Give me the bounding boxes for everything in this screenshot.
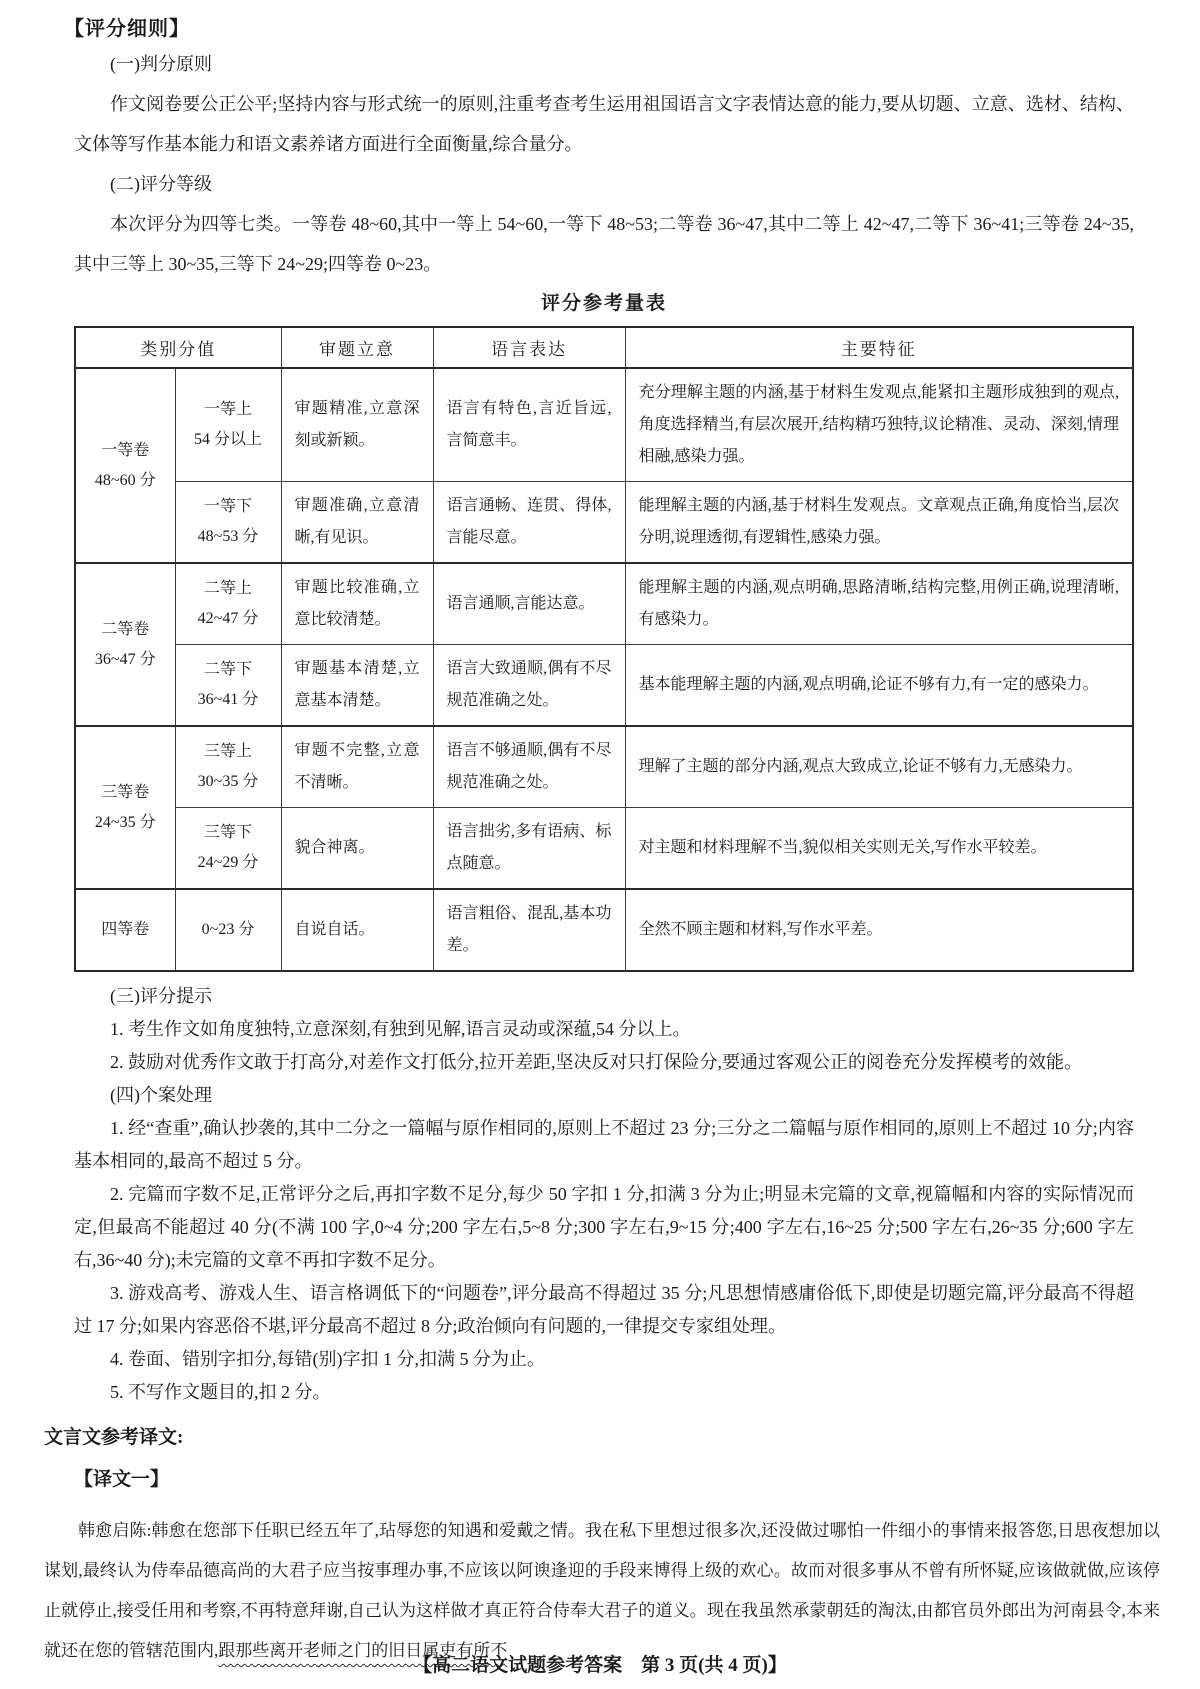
translation-body: 韩愈启陈:韩愈在您部下任职已经五年了,玷辱您的知遇和爱戴之情。我在私下里想过很多次,还没做过哪怕一件细小的事情来报答您,日思夜想加以谋划,最终认为侍奉品德高尚的大君子应当按事理办事,不应该以阿谀逢迎的手段来博得上级的欢心。故而对很多事从不曾有所怀疑,应该做就做,应该停止就停止,接受任用和考察,不再特意拜谢,自己认为这样做才真正符合侍奉大君子的道义。现在我虽然承蒙朝廷的淘汰,由都官员外郎出为河南县令,本来就还在您的管辖范围内, — [44, 1521, 1160, 1660]
subgrade-range: 24~29 分 — [197, 854, 259, 871]
subgrade-cell — [175, 563, 281, 645]
translation-heading: 文言文参考译文: — [44, 1427, 184, 1448]
translation-paragraph — [44, 1511, 1160, 1671]
table-header-row — [75, 327, 1133, 368]
subgrade-name: 一等下 — [203, 498, 252, 515]
group-range: 24~35 分 — [94, 813, 156, 831]
translation-section — [0, 1409, 1200, 1671]
shenti-cell: 自说自话。 — [281, 889, 433, 971]
col-header-tezheng: 主要特征 — [625, 327, 1133, 368]
rubric-title: 【评分细则】 — [64, 18, 190, 40]
tezheng-cell: 能理解主题的内涵,观点明确,思路清晰,结构完整,用例正确,说理清晰,有感染力。 — [625, 563, 1133, 645]
subgrade-name: 三等上 — [203, 743, 252, 760]
part4-item: 1. 经“查重”,确认抄袭的,其中二分之一篇幅与原作相同的,原则上不超过 23 分;三分之二篇幅与原作相同的,原则上不超过 10 分;内容基本相同的,最高不超过 5 分。 — [74, 1118, 1134, 1171]
table-row — [75, 889, 1133, 971]
translation-subtitle: 【译文一】 — [74, 1469, 170, 1490]
yuyan-cell: 语言大致通顺,偶有不尽规范准确之处。 — [433, 645, 625, 727]
shenti-cell: 审题基本清楚,立意基本清楚。 — [281, 645, 433, 727]
page-footer: 【高二语文试题参考答案 第 3 页(共 4 页)】 — [413, 1655, 787, 1676]
table-row — [75, 482, 1133, 564]
subgrade-cell — [175, 808, 281, 890]
part4-item: 4. 卷面、错别字扣分,每错(别)字扣 1 分,扣满 5 分为止。 — [110, 1349, 545, 1369]
shenti-cell: 貌合神离。 — [281, 808, 433, 890]
group-name: 三等卷 — [101, 783, 150, 801]
part1-body: 作文阅卷要公正公平;坚持内容与形式统一的原则,注重考查考生运用祖国语言文字表情达意的能力,要从切题、立意、选材、结构、文体等写作基本能力和语文素养诸方面进行全面衡量,综合量分。 — [74, 94, 1134, 154]
tezheng-cell: 全然不顾主题和材料,写作水平差。 — [625, 889, 1133, 971]
notes-section — [74, 980, 1134, 1409]
part3-heading: (三)评分提示 — [110, 986, 212, 1006]
shenti-cell: 审题不完整,立意不清晰。 — [281, 726, 433, 808]
subgrade-range: 36~41 分 — [197, 691, 259, 708]
part2-body: 本次评分为四等七类。一等卷 48~60,其中一等上 54~60,一等下 48~53;二等卷 36~47,其中二等上 42~47,二等下 36~41;三等卷 24~35,其中三等上 30~35,三等下 24~29;四等卷 0~23。 — [74, 214, 1134, 274]
subgrade-range: 42~47 分 — [197, 610, 259, 627]
subgrade-name: 二等上 — [203, 580, 252, 597]
group-range: 48~60 分 — [94, 471, 156, 489]
group-cell-grade4: 四等卷 — [75, 889, 175, 971]
part3-item: 1. 考生作文如角度独特,立意深刻,有独到见解,语言灵动或深蕴,54 分以上。 — [110, 1019, 691, 1039]
yuyan-cell: 语言粗俗、混乱,基本功差。 — [433, 889, 625, 971]
subgrade-cell — [175, 726, 281, 808]
group-name: 一等卷 — [101, 441, 150, 459]
shenti-cell: 审题精准,立意深刻或新颖。 — [281, 368, 433, 482]
part4-item: 5. 不写作文题目的,扣 2 分。 — [110, 1382, 331, 1402]
subgrade-name: 二等下 — [203, 661, 252, 678]
group-cell-grade3 — [75, 726, 175, 889]
subgrade-cell — [175, 368, 281, 482]
subgrade-range: 30~35 分 — [197, 773, 259, 790]
yuyan-cell: 语言通顺,言能达意。 — [433, 563, 625, 645]
col-header-yuyan: 语言表达 — [433, 327, 625, 368]
group-range: 36~47 分 — [94, 650, 156, 668]
subgrade-cell — [175, 482, 281, 564]
part2-heading: (二)评分等级 — [110, 174, 212, 194]
part4-heading: (四)个案处理 — [110, 1085, 212, 1105]
table-row — [75, 563, 1133, 645]
part3-item: 2. 鼓励对优秀作文敢于打高分,对差作文打低分,拉开差距,坚决反对只打保险分,要通过客观公正的阅卷充分发挥模考的效能。 — [110, 1052, 1082, 1072]
tezheng-cell: 充分理解主题的内涵,基于材料生发观点,能紧扣主题形成独到的观点,角度选择精当,有层次展开,结构精巧独特,议论精准、灵动、深刻,情理相融,感染力强。 — [625, 368, 1133, 482]
group-cell-grade1 — [75, 368, 175, 563]
table-row — [75, 808, 1133, 890]
subgrade-range: 54 分以上 — [193, 431, 262, 448]
subgrade-name: 三等下 — [203, 824, 252, 841]
shenti-cell: 审题准确,立意清晰,有见识。 — [281, 482, 433, 564]
scoring-table-title: 评分参考量表 — [540, 293, 667, 314]
yuyan-cell: 语言拙劣,多有语病、标点随意。 — [433, 808, 625, 890]
table-row — [75, 368, 1133, 482]
translation-underlined-phrase: 跟那些离开老师之门的旧日属吏有所不 — [218, 1641, 508, 1660]
part4-item: 2. 完篇而字数不足,正常评分之后,再扣字数不足分,每少 50 字扣 1 分,扣满 3 分为止;明显未完篇的文章,视篇幅和内容的实际情况而定,但最高不能超过 40 分(不满 100 字,0~4 分;200 字左右,5~8 分;300 字左右,9~15 分;400 字左右,16~25 分;500 字左右,26~35 分;600 字左右,36~40 分);未完篇的文章不再扣字数不足分。 — [74, 1184, 1134, 1270]
yuyan-cell: 语言通畅、连贯、得体,言能尽意。 — [433, 482, 625, 564]
yuyan-cell: 语言不够通顺,偶有不尽规范准确之处。 — [433, 726, 625, 808]
table-row — [75, 645, 1133, 727]
col-header-shenti: 审题立意 — [281, 327, 433, 368]
subgrade-cell — [175, 645, 281, 727]
group-name: 二等卷 — [101, 620, 150, 638]
part4-item: 3. 游戏高考、游戏人生、语言格调低下的“问题卷”,评分最高不得超过 35 分;凡思想情感庸俗低下,即使是切题完篇,评分最高不得超过 17 分;如果内容恶俗不堪,评分最高不超过 8 分;政治倾向有问题的,一律提交专家组处理。 — [74, 1283, 1134, 1336]
scoring-table — [74, 326, 1134, 972]
tezheng-cell: 能理解主题的内涵,基于材料生发观点。文章观点正确,角度恰当,层次分明,说理透彻,有逻辑性,感染力强。 — [625, 482, 1133, 564]
tezheng-cell: 对主题和材料理解不当,貌似相关实则无关,写作水平较差。 — [625, 808, 1133, 890]
group-cell-grade2 — [75, 563, 175, 726]
shenti-cell: 审题比较准确,立意比较清楚。 — [281, 563, 433, 645]
subgrade-name: 一等上 — [203, 401, 252, 418]
tezheng-cell: 基本能理解主题的内涵,观点明确,论证不够有力,有一定的感染力。 — [625, 645, 1133, 727]
yuyan-cell: 语言有特色,言近旨远,言简意丰。 — [433, 368, 625, 482]
subgrade-range: 48~53 分 — [197, 528, 259, 545]
subgrade-range: 0~23 分 — [175, 889, 281, 971]
col-header-category: 类别分值 — [75, 327, 281, 368]
tezheng-cell: 理解了主题的部分内涵,观点大致成立,论证不够有力,无感染力。 — [625, 726, 1133, 808]
part1-heading: (一)判分原则 — [110, 54, 212, 74]
table-row — [75, 726, 1133, 808]
